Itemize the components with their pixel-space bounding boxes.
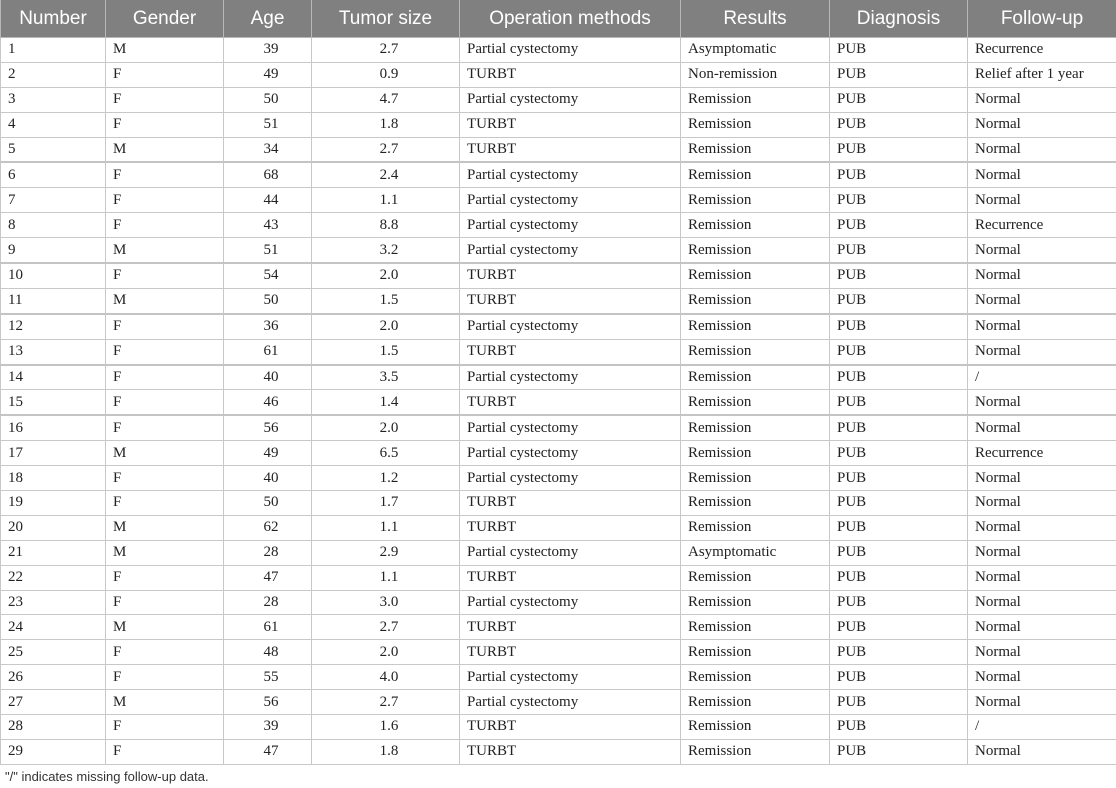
cell-diagnosis: PUB: [830, 339, 968, 364]
cell-follow-up: Normal: [968, 188, 1116, 213]
cell-tumor-size: 1.5: [312, 339, 460, 364]
cell-result: Remission: [681, 739, 830, 764]
cell-diagnosis: PUB: [830, 112, 968, 137]
cell-age: 34: [224, 137, 312, 162]
cell-gender: F: [106, 491, 224, 516]
cell-operation-method: TURBT: [460, 288, 681, 313]
cell-number: 27: [1, 690, 106, 715]
cell-diagnosis: PUB: [830, 213, 968, 238]
cell-follow-up: Normal: [968, 415, 1116, 440]
cell-operation-method: Partial cystectomy: [460, 540, 681, 565]
table-footnote: "/" indicates missing follow-up data.: [5, 769, 209, 784]
table-row: [1, 690, 1116, 715]
cell-tumor-size: 2.7: [312, 615, 460, 640]
cell-tumor-size: 2.7: [312, 690, 460, 715]
table-row: [1, 390, 1116, 415]
cell-operation-method: Partial cystectomy: [460, 365, 681, 390]
cell-follow-up: Normal: [968, 288, 1116, 313]
cell-number: 3: [1, 87, 106, 112]
cell-age: 50: [224, 491, 312, 516]
cell-age: 28: [224, 590, 312, 615]
cell-tumor-size: 4.0: [312, 665, 460, 690]
cell-result: Remission: [681, 288, 830, 313]
cell-number: 8: [1, 213, 106, 238]
cell-tumor-size: 1.6: [312, 715, 460, 740]
cell-tumor-size: 2.0: [312, 263, 460, 288]
cell-operation-method: Partial cystectomy: [460, 213, 681, 238]
table-row: [1, 288, 1116, 313]
table-row: [1, 87, 1116, 112]
cell-diagnosis: PUB: [830, 590, 968, 615]
cell-number: 1: [1, 38, 106, 63]
cell-operation-method: TURBT: [460, 112, 681, 137]
cell-gender: F: [106, 640, 224, 665]
table-row: [1, 112, 1116, 137]
cell-age: 56: [224, 415, 312, 440]
cell-tumor-size: 1.2: [312, 466, 460, 491]
cell-diagnosis: PUB: [830, 466, 968, 491]
cell-tumor-size: 1.1: [312, 188, 460, 213]
cell-diagnosis: PUB: [830, 162, 968, 187]
cell-number: 2: [1, 62, 106, 87]
cell-diagnosis: PUB: [830, 491, 968, 516]
cell-follow-up: Normal: [968, 87, 1116, 112]
cell-gender: M: [106, 288, 224, 313]
cell-operation-method: Partial cystectomy: [460, 188, 681, 213]
cell-gender: M: [106, 441, 224, 466]
cell-age: 48: [224, 640, 312, 665]
cell-number: 13: [1, 339, 106, 364]
cell-gender: M: [106, 615, 224, 640]
cell-diagnosis: PUB: [830, 665, 968, 690]
cell-diagnosis: PUB: [830, 515, 968, 540]
cell-follow-up: Normal: [968, 515, 1116, 540]
cell-age: 61: [224, 615, 312, 640]
cell-follow-up: Normal: [968, 540, 1116, 565]
cell-gender: F: [106, 715, 224, 740]
cell-tumor-size: 1.5: [312, 288, 460, 313]
cell-follow-up: Normal: [968, 640, 1116, 665]
cell-number: 11: [1, 288, 106, 313]
cell-number: 26: [1, 665, 106, 690]
cell-operation-method: TURBT: [460, 739, 681, 764]
cell-follow-up: /: [968, 715, 1116, 740]
cell-number: 28: [1, 715, 106, 740]
cell-follow-up: Normal: [968, 112, 1116, 137]
cell-number: 12: [1, 314, 106, 339]
cell-age: 39: [224, 38, 312, 63]
cell-age: 40: [224, 466, 312, 491]
cell-number: 15: [1, 390, 106, 415]
table-row: [1, 314, 1116, 339]
cell-age: 50: [224, 288, 312, 313]
cell-diagnosis: PUB: [830, 238, 968, 263]
cell-operation-method: TURBT: [460, 640, 681, 665]
cell-tumor-size: 2.7: [312, 137, 460, 162]
cell-number: 5: [1, 137, 106, 162]
cell-tumor-size: 2.0: [312, 640, 460, 665]
cell-diagnosis: PUB: [830, 739, 968, 764]
cell-tumor-size: 0.9: [312, 62, 460, 87]
cell-gender: M: [106, 38, 224, 63]
cell-operation-method: TURBT: [460, 615, 681, 640]
cell-number: 21: [1, 540, 106, 565]
cell-diagnosis: PUB: [830, 314, 968, 339]
cell-age: 50: [224, 87, 312, 112]
cell-operation-method: Partial cystectomy: [460, 665, 681, 690]
cell-tumor-size: 6.5: [312, 441, 460, 466]
cell-follow-up: Normal: [968, 263, 1116, 288]
cell-follow-up: Normal: [968, 739, 1116, 764]
cell-result: Remission: [681, 112, 830, 137]
cell-tumor-size: 2.7: [312, 38, 460, 63]
cell-operation-method: Partial cystectomy: [460, 314, 681, 339]
cell-result: Remission: [681, 466, 830, 491]
cell-age: 49: [224, 62, 312, 87]
cell-gender: F: [106, 739, 224, 764]
cell-result: Remission: [681, 565, 830, 590]
cell-tumor-size: 1.1: [312, 515, 460, 540]
table-header-row: [1, 0, 1116, 38]
table-row: [1, 162, 1116, 187]
cell-age: 49: [224, 441, 312, 466]
cell-tumor-size: 3.0: [312, 590, 460, 615]
cell-result: Remission: [681, 715, 830, 740]
cell-number: 23: [1, 590, 106, 615]
cell-gender: F: [106, 466, 224, 491]
table-row: [1, 415, 1116, 440]
cell-tumor-size: 3.2: [312, 238, 460, 263]
cell-gender: F: [106, 415, 224, 440]
cell-tumor-size: 1.8: [312, 112, 460, 137]
cell-diagnosis: PUB: [830, 615, 968, 640]
cell-result: Remission: [681, 690, 830, 715]
column-header-gender: Gender: [106, 0, 224, 38]
cell-operation-method: Partial cystectomy: [460, 38, 681, 63]
table-row: [1, 339, 1116, 364]
cell-result: Remission: [681, 263, 830, 288]
cell-number: 29: [1, 739, 106, 764]
cell-follow-up: Normal: [968, 690, 1116, 715]
cell-follow-up: Normal: [968, 238, 1116, 263]
cell-follow-up: Normal: [968, 665, 1116, 690]
cell-number: 17: [1, 441, 106, 466]
cell-diagnosis: PUB: [830, 715, 968, 740]
cell-operation-method: Partial cystectomy: [460, 87, 681, 112]
column-header-follow-up: Follow-up: [968, 0, 1116, 38]
cell-follow-up: Normal: [968, 590, 1116, 615]
cell-diagnosis: PUB: [830, 62, 968, 87]
cell-follow-up: Normal: [968, 491, 1116, 516]
table-body: [1, 38, 1116, 765]
cell-gender: F: [106, 263, 224, 288]
cell-diagnosis: PUB: [830, 38, 968, 63]
cell-number: 4: [1, 112, 106, 137]
cell-operation-method: Partial cystectomy: [460, 162, 681, 187]
cell-number: 16: [1, 415, 106, 440]
cell-result: Remission: [681, 162, 830, 187]
cell-follow-up: Recurrence: [968, 38, 1116, 63]
cell-operation-method: Partial cystectomy: [460, 466, 681, 491]
table-row: [1, 515, 1116, 540]
cell-tumor-size: 4.7: [312, 87, 460, 112]
cell-age: 46: [224, 390, 312, 415]
cell-age: 40: [224, 365, 312, 390]
cell-result: Remission: [681, 365, 830, 390]
cell-number: 7: [1, 188, 106, 213]
cell-gender: F: [106, 188, 224, 213]
cell-diagnosis: PUB: [830, 540, 968, 565]
cell-number: 19: [1, 491, 106, 516]
cell-gender: M: [106, 690, 224, 715]
cell-age: 47: [224, 565, 312, 590]
cell-result: Remission: [681, 640, 830, 665]
cell-gender: F: [106, 339, 224, 364]
cell-diagnosis: PUB: [830, 390, 968, 415]
cell-gender: F: [106, 112, 224, 137]
table-row: [1, 238, 1116, 263]
table-row: [1, 590, 1116, 615]
column-header-diagnosis: Diagnosis: [830, 0, 968, 38]
column-header-number: Number: [1, 0, 106, 38]
cell-follow-up: Normal: [968, 565, 1116, 590]
cell-operation-method: Partial cystectomy: [460, 238, 681, 263]
cell-number: 18: [1, 466, 106, 491]
cell-age: 47: [224, 739, 312, 764]
cell-follow-up: Normal: [968, 162, 1116, 187]
cell-gender: F: [106, 213, 224, 238]
cell-follow-up: Normal: [968, 339, 1116, 364]
cell-diagnosis: PUB: [830, 87, 968, 112]
cell-number: 24: [1, 615, 106, 640]
cell-gender: F: [106, 314, 224, 339]
cell-operation-method: TURBT: [460, 263, 681, 288]
column-header-age: Age: [224, 0, 312, 38]
cell-diagnosis: PUB: [830, 415, 968, 440]
cell-operation-method: TURBT: [460, 137, 681, 162]
table-row: [1, 466, 1116, 491]
column-header-operation-methods: Operation methods: [460, 0, 681, 38]
cell-diagnosis: PUB: [830, 137, 968, 162]
table-row: [1, 441, 1116, 466]
cell-result: Remission: [681, 491, 830, 516]
cell-operation-method: Partial cystectomy: [460, 441, 681, 466]
cell-number: 14: [1, 365, 106, 390]
cell-age: 56: [224, 690, 312, 715]
cell-tumor-size: 2.4: [312, 162, 460, 187]
table-row: [1, 188, 1116, 213]
cell-operation-method: TURBT: [460, 62, 681, 87]
cell-result: Remission: [681, 339, 830, 364]
cell-gender: M: [106, 137, 224, 162]
cell-gender: F: [106, 365, 224, 390]
cell-follow-up: Normal: [968, 615, 1116, 640]
cell-follow-up: /: [968, 365, 1116, 390]
cell-age: 68: [224, 162, 312, 187]
cell-age: 61: [224, 339, 312, 364]
table-row: [1, 62, 1116, 87]
table-row: [1, 665, 1116, 690]
cell-result: Remission: [681, 238, 830, 263]
cell-age: 54: [224, 263, 312, 288]
table-row: [1, 739, 1116, 764]
cell-result: Remission: [681, 314, 830, 339]
cell-diagnosis: PUB: [830, 288, 968, 313]
cell-tumor-size: 2.0: [312, 314, 460, 339]
cell-diagnosis: PUB: [830, 263, 968, 288]
cell-result: Remission: [681, 615, 830, 640]
cell-tumor-size: 1.1: [312, 565, 460, 590]
cell-diagnosis: PUB: [830, 565, 968, 590]
cell-result: Non-remission: [681, 62, 830, 87]
cell-result: Remission: [681, 188, 830, 213]
cell-age: 36: [224, 314, 312, 339]
cell-follow-up: Normal: [968, 314, 1116, 339]
cell-result: Remission: [681, 441, 830, 466]
table-row: [1, 640, 1116, 665]
cell-follow-up: Normal: [968, 466, 1116, 491]
cell-follow-up: Relief after 1 year: [968, 62, 1116, 87]
cell-number: 25: [1, 640, 106, 665]
cell-number: 10: [1, 263, 106, 288]
cell-age: 62: [224, 515, 312, 540]
cell-diagnosis: PUB: [830, 640, 968, 665]
cell-tumor-size: 2.0: [312, 415, 460, 440]
cell-operation-method: Partial cystectomy: [460, 690, 681, 715]
table-row: [1, 715, 1116, 740]
cell-operation-method: TURBT: [460, 339, 681, 364]
cell-operation-method: TURBT: [460, 565, 681, 590]
cell-operation-method: Partial cystectomy: [460, 590, 681, 615]
cell-diagnosis: PUB: [830, 690, 968, 715]
cell-gender: F: [106, 590, 224, 615]
table-row: [1, 213, 1116, 238]
cell-number: 22: [1, 565, 106, 590]
cell-operation-method: TURBT: [460, 715, 681, 740]
table-row: [1, 137, 1116, 162]
cell-gender: M: [106, 238, 224, 263]
table-row: [1, 365, 1116, 390]
cell-diagnosis: PUB: [830, 365, 968, 390]
table-row: [1, 491, 1116, 516]
table-row: [1, 38, 1116, 63]
cell-result: Remission: [681, 213, 830, 238]
cell-gender: F: [106, 62, 224, 87]
cell-gender: M: [106, 515, 224, 540]
cell-diagnosis: PUB: [830, 188, 968, 213]
table-row: [1, 565, 1116, 590]
cell-operation-method: Partial cystectomy: [460, 415, 681, 440]
cell-tumor-size: 8.8: [312, 213, 460, 238]
cell-follow-up: Normal: [968, 137, 1116, 162]
cell-result: Asymptomatic: [681, 38, 830, 63]
cell-tumor-size: 1.4: [312, 390, 460, 415]
cell-age: 28: [224, 540, 312, 565]
table-row: [1, 540, 1116, 565]
table-row: [1, 615, 1116, 640]
cell-gender: F: [106, 162, 224, 187]
cell-gender: F: [106, 665, 224, 690]
cell-tumor-size: 1.7: [312, 491, 460, 516]
cell-age: 55: [224, 665, 312, 690]
cell-tumor-size: 3.5: [312, 365, 460, 390]
table-row: [1, 263, 1116, 288]
cell-follow-up: Recurrence: [968, 213, 1116, 238]
cell-number: 6: [1, 162, 106, 187]
cell-operation-method: TURBT: [460, 390, 681, 415]
cell-tumor-size: 2.9: [312, 540, 460, 565]
cell-age: 43: [224, 213, 312, 238]
cell-number: 9: [1, 238, 106, 263]
cell-result: Remission: [681, 87, 830, 112]
cell-number: 20: [1, 515, 106, 540]
cell-diagnosis: PUB: [830, 441, 968, 466]
cell-result: Remission: [681, 665, 830, 690]
cell-gender: F: [106, 565, 224, 590]
cell-result: Remission: [681, 137, 830, 162]
cell-age: 51: [224, 238, 312, 263]
cell-operation-method: TURBT: [460, 491, 681, 516]
cell-gender: F: [106, 390, 224, 415]
cell-age: 51: [224, 112, 312, 137]
cell-result: Remission: [681, 415, 830, 440]
cell-age: 44: [224, 188, 312, 213]
column-header-results: Results: [681, 0, 830, 38]
cell-follow-up: Normal: [968, 390, 1116, 415]
cell-result: Asymptomatic: [681, 540, 830, 565]
cell-age: 39: [224, 715, 312, 740]
cell-operation-method: TURBT: [460, 515, 681, 540]
cell-tumor-size: 1.8: [312, 739, 460, 764]
cell-result: Remission: [681, 390, 830, 415]
column-header-tumor-size: Tumor size: [312, 0, 460, 38]
cell-gender: F: [106, 87, 224, 112]
cell-result: Remission: [681, 590, 830, 615]
cell-follow-up: Recurrence: [968, 441, 1116, 466]
cell-result: Remission: [681, 515, 830, 540]
cell-gender: M: [106, 540, 224, 565]
